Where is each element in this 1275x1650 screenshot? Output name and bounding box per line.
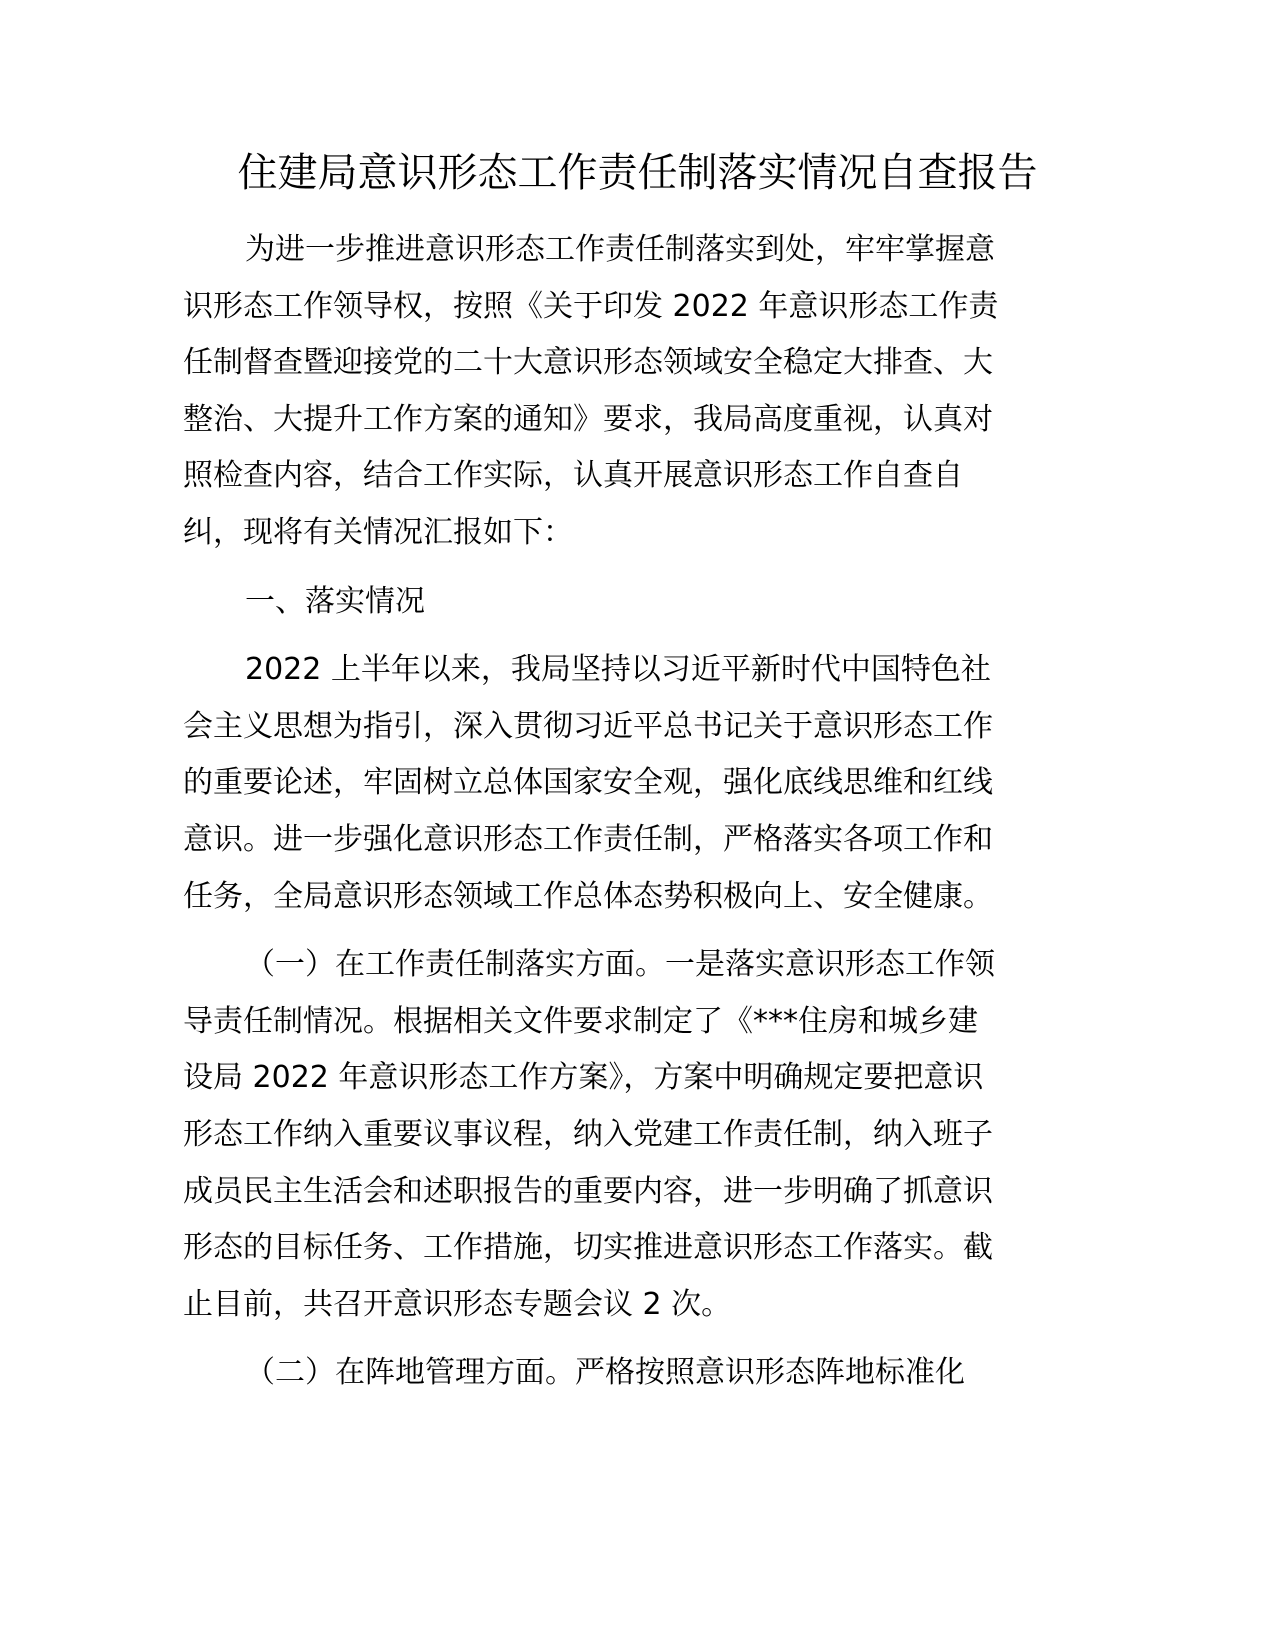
section-heading [183, 574, 1093, 631]
paragraph-position-management [183, 1345, 1093, 1402]
heading-line: 一、落实情况 [245, 583, 425, 619]
text-line: 设局 2022 年意识形态工作方案》，方案中明确规定要把意识 [183, 1060, 984, 1096]
document-title: 住建局意识形态工作责任制落实情况自查报告 [237, 150, 1038, 196]
paragraph-intro [183, 222, 1093, 562]
text-line: 为进一步推进意识形态工作责任制落实到处，牢牢掌握意 [245, 232, 995, 267]
text-line: 纠，现将有关情况汇报如下： [183, 514, 573, 550]
text-line: （一）在工作责任制落实方面。一是落实意识形态工作领 [245, 947, 995, 983]
text-line: 整治、大提升工作方案的通知》要求，我局高度重视，认真对 [183, 401, 993, 437]
text-line: 意识。进一步强化意识形态工作责任制，严格落实各项工作和 [183, 821, 993, 857]
text-line: （二）在阵地管理方面。严格按照意识形态阵地标准化 [245, 1355, 965, 1391]
text-line: 识形态工作领导权，按照《关于印发 2022 年意识形态工作责 [183, 288, 999, 324]
text-line: 照检查内容，结合工作实际，认真开展意识形态工作自查自 [183, 458, 963, 494]
text-line: 导责任制情况。根据相关文件要求制定了《***住房和城乡建 [183, 1003, 978, 1039]
paragraph-responsibility [183, 937, 1093, 1333]
text-line: 止目前，共召开意识形态专题会议 2 次。 [183, 1286, 732, 1322]
text-line: 2022 上半年以来，我局坚持以习近平新时代中国特色社 [245, 652, 991, 688]
text-line: 的重要论述，牢固树立总体国家安全观，强化底线思维和红线 [183, 765, 993, 801]
text-line: 形态的目标任务、工作措施，切实推进意识形态工作落实。截 [183, 1230, 993, 1266]
text-line: 形态工作纳入重要议事议程，纳入党建工作责任制，纳入班子 [183, 1116, 993, 1152]
text-line: 任制督查暨迎接党的二十大意识形态领域安全稳定大排查、大 [183, 345, 993, 381]
text-line: 任务，全局意识形态领域工作总体态势积极向上、安全健康。 [183, 878, 993, 914]
text-line: 成员民主生活会和述职报告的重要内容，进一步明确了抓意识 [183, 1173, 993, 1209]
document-body [183, 222, 1093, 1402]
text-line: 会主义思想为指引，深入贯彻习近平总书记关于意识形态工作 [183, 708, 993, 744]
paragraph-overview [183, 642, 1093, 925]
